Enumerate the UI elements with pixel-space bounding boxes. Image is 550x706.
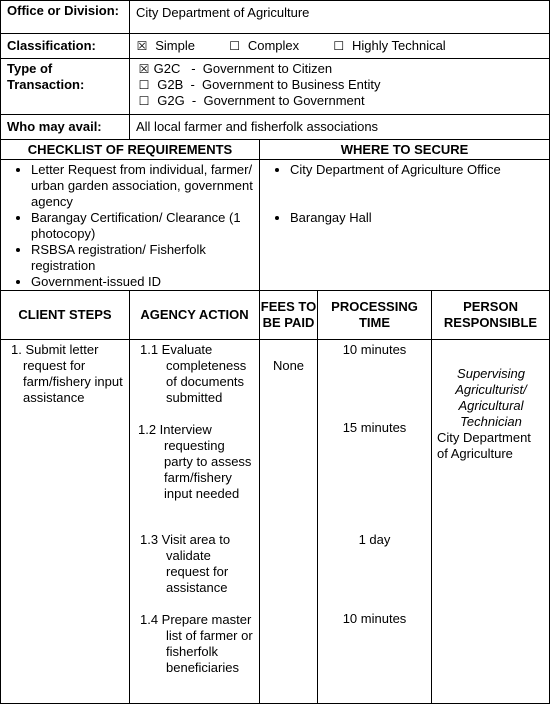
transaction-option-g2c: ☒ G2C - Government to Citizen	[138, 61, 333, 76]
checklist-cell	[1, 160, 260, 291]
checklist-item: • Letter Request from individual, farmer/ urban garden association, government agency	[31, 162, 255, 210]
processing-time: 10 minutes	[342, 611, 407, 626]
checklist-header: CHECKLIST OF REQUIREMENTS	[1, 140, 260, 160]
checklist-item: • RSBSA registration/ Fisherfolk registration	[31, 242, 255, 274]
classification-label: Classification:	[1, 34, 130, 59]
transaction-option-g2g: ☐ G2G - Government to Government	[138, 93, 365, 108]
who-label: Who may avail:	[1, 115, 130, 140]
fees-header: FEES TO BE PAID	[260, 291, 318, 340]
who-value: All local farmer and fisherfolk associations	[130, 115, 550, 140]
checklist-item: • Barangay Certification/ Clearance (1 photocopy)	[31, 210, 255, 242]
where-cell	[260, 160, 550, 291]
classification-options	[130, 34, 550, 59]
checklist-list	[1, 162, 255, 290]
classification-row	[1, 34, 550, 59]
unchecked-box-icon: ☐	[138, 94, 150, 108]
who-row	[1, 115, 550, 140]
where-header: WHERE TO SECURE	[260, 140, 550, 160]
fee-value: None	[272, 358, 305, 373]
person-office: City Department of Agriculture	[437, 430, 531, 461]
agency-action-item: 1.1 Evaluate completeness of documents submitted	[140, 342, 247, 405]
requirements-header-row	[1, 140, 550, 160]
person-title: Supervising Agriculturist/ Agricultural Technician	[455, 366, 527, 429]
processing-time: 10 minutes	[342, 342, 407, 357]
person-responsible-header: PERSON RESPONSIBLE	[432, 291, 550, 340]
fees-cell	[260, 340, 318, 704]
unchecked-box-icon: ☐	[333, 39, 345, 53]
processing-time: 15 minutes	[342, 420, 407, 435]
steps-header-row	[1, 291, 550, 340]
agency-action-item: 1.3 Visit area to validate request for assistance	[140, 532, 231, 595]
classification-option-simple: ☒ Simple	[136, 38, 195, 53]
unchecked-box-icon: ☐	[138, 78, 150, 92]
transaction-options	[130, 59, 550, 115]
client-step-cell	[1, 340, 130, 704]
where-item: • City Department of Agriculture Office	[290, 162, 545, 178]
processing-time-header: PROCESSING TIME	[318, 291, 432, 340]
requirements-body-row	[1, 160, 550, 291]
checked-box-icon: ☒	[138, 62, 150, 76]
transaction-label: Type of Transaction:	[1, 59, 130, 115]
transaction-option-g2b: ☐ G2B - Government to Business Entity	[138, 77, 381, 92]
classification-option-complex: ☐ Complex	[229, 38, 300, 53]
processing-time-cell	[318, 340, 432, 704]
agency-action-header: AGENCY ACTION	[130, 291, 260, 340]
agency-action-item: 1.2 Interview requesting party to assess farm/fishery input needed	[138, 422, 252, 501]
client-steps-header: CLIENT STEPS	[1, 291, 130, 340]
step-row	[1, 340, 550, 704]
checked-box-icon: ☒	[136, 39, 148, 53]
client-step: 1. Submit letter request for farm/fishery input assistance	[11, 342, 123, 405]
office-value: City Department of Agriculture	[130, 1, 550, 34]
processing-time: 1 day	[358, 532, 391, 547]
unchecked-box-icon: ☐	[229, 39, 240, 53]
transaction-row	[1, 59, 550, 115]
where-item: • Barangay Hall	[290, 210, 545, 226]
where-list	[260, 162, 545, 226]
office-label: Office or Division:	[1, 1, 130, 34]
office-row	[1, 1, 550, 34]
checklist-item: • Government-issued ID	[31, 274, 255, 290]
agency-action-cell	[130, 340, 260, 704]
classification-option-highly-technical: ☐ Highly Technical	[333, 38, 446, 53]
person-responsible-cell	[432, 340, 550, 704]
agency-action-item: 1.4 Prepare master list of farmer or fisherfolk beneficiaries	[140, 612, 253, 675]
